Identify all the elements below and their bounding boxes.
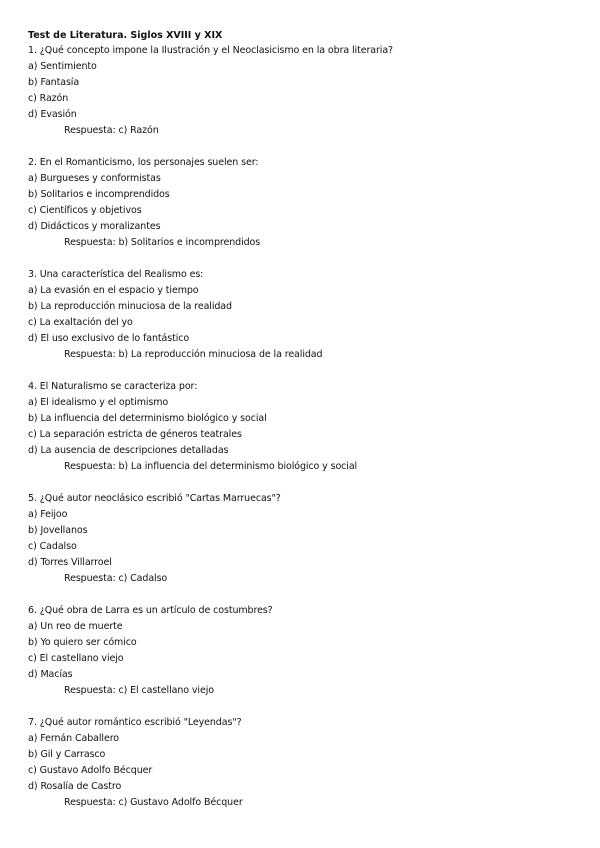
option-d: d) La ausencia de descripciones detalladas [28,445,229,456]
question-block [28,715,588,811]
question-text: 4. El Naturalismo se caracteriza por: [28,381,198,392]
option-d: d) Macías [28,669,73,680]
option-b: b) La reproducción minuciosa de la realidad [28,301,232,312]
spacer [28,699,588,715]
option-c: c) El castellano viejo [28,653,124,664]
option-b: b) La influencia del determinismo biológico y social [28,413,267,424]
answer-text: Respuesta: b) Solitarios e incomprendidos [64,237,261,248]
question-text: 7. ¿Qué autor romántico escribió "Leyendas"? [28,717,242,728]
question-text: 6. ¿Qué obra de Larra es un artículo de costumbres? [28,605,273,616]
option-a: a) Sentimiento [28,61,97,72]
option-a: a) Feijoo [28,509,68,520]
spacer [28,251,588,267]
option-a: a) La evasión en el espacio y tiempo [28,285,199,296]
option-c: c) La exaltación del yo [28,317,133,328]
option-b: b) Yo quiero ser cómico [28,637,137,648]
answer-text: Respuesta: b) La reproducción minuciosa de la realidad [64,349,323,360]
option-b: b) Jovellanos [28,525,88,536]
option-b: b) Solitarios e incomprendidos [28,189,170,200]
question-block [28,155,588,251]
answer-text: Respuesta: c) Razón [64,125,159,136]
option-a: a) Fernán Caballero [28,733,119,744]
option-a: a) Un reo de muerte [28,621,123,632]
option-a: a) Burgueses y conformistas [28,173,161,184]
option-d: d) El uso exclusivo de lo fantástico [28,333,190,344]
option-d: d) Evasión [28,109,77,120]
option-b: b) Fantasía [28,77,80,88]
document-title: Test de Literatura. Siglos XVIII y XIX [28,30,223,41]
question-text: 2. En el Romanticismo, los personajes suelen ser: [28,157,259,168]
option-a: a) El idealismo y el optimismo [28,397,169,408]
option-c: c) Cadalso [28,541,77,552]
option-c: c) Gustavo Adolfo Bécquer [28,765,153,776]
question-block [28,491,588,587]
spacer [28,363,588,379]
question-text: 5. ¿Qué autor neoclásico escribió "Cartas Marruecas"? [28,493,281,504]
spacer [28,475,588,491]
question-text: 1. ¿Qué concepto impone la Ilustración y el Neoclasicismo en la obra literaria? [28,45,394,56]
question-block [28,603,588,699]
option-d: d) Didácticos y moralizantes [28,221,161,232]
question-block [28,43,588,139]
option-d: d) Torres Villarroel [28,557,112,568]
option-b: b) Gil y Carrasco [28,749,106,760]
document-page [28,28,588,811]
answer-text: Respuesta: b) La influencia del determinismo biológico y social [64,461,358,472]
answer-text: Respuesta: c) Gustavo Adolfo Bécquer [64,797,243,808]
option-c: c) Razón [28,93,69,104]
answer-text: Respuesta: c) El castellano viejo [64,685,214,696]
spacer [28,139,588,155]
option-c: c) Científicos y objetivos [28,205,142,216]
option-d: d) Rosalía de Castro [28,781,122,792]
answer-text: Respuesta: c) Cadalso [64,573,168,584]
question-block [28,267,588,363]
question-block [28,379,588,475]
spacer [28,587,588,603]
option-c: c) La separación estricta de géneros teatrales [28,429,242,440]
question-text: 3. Una característica del Realismo es: [28,269,204,280]
